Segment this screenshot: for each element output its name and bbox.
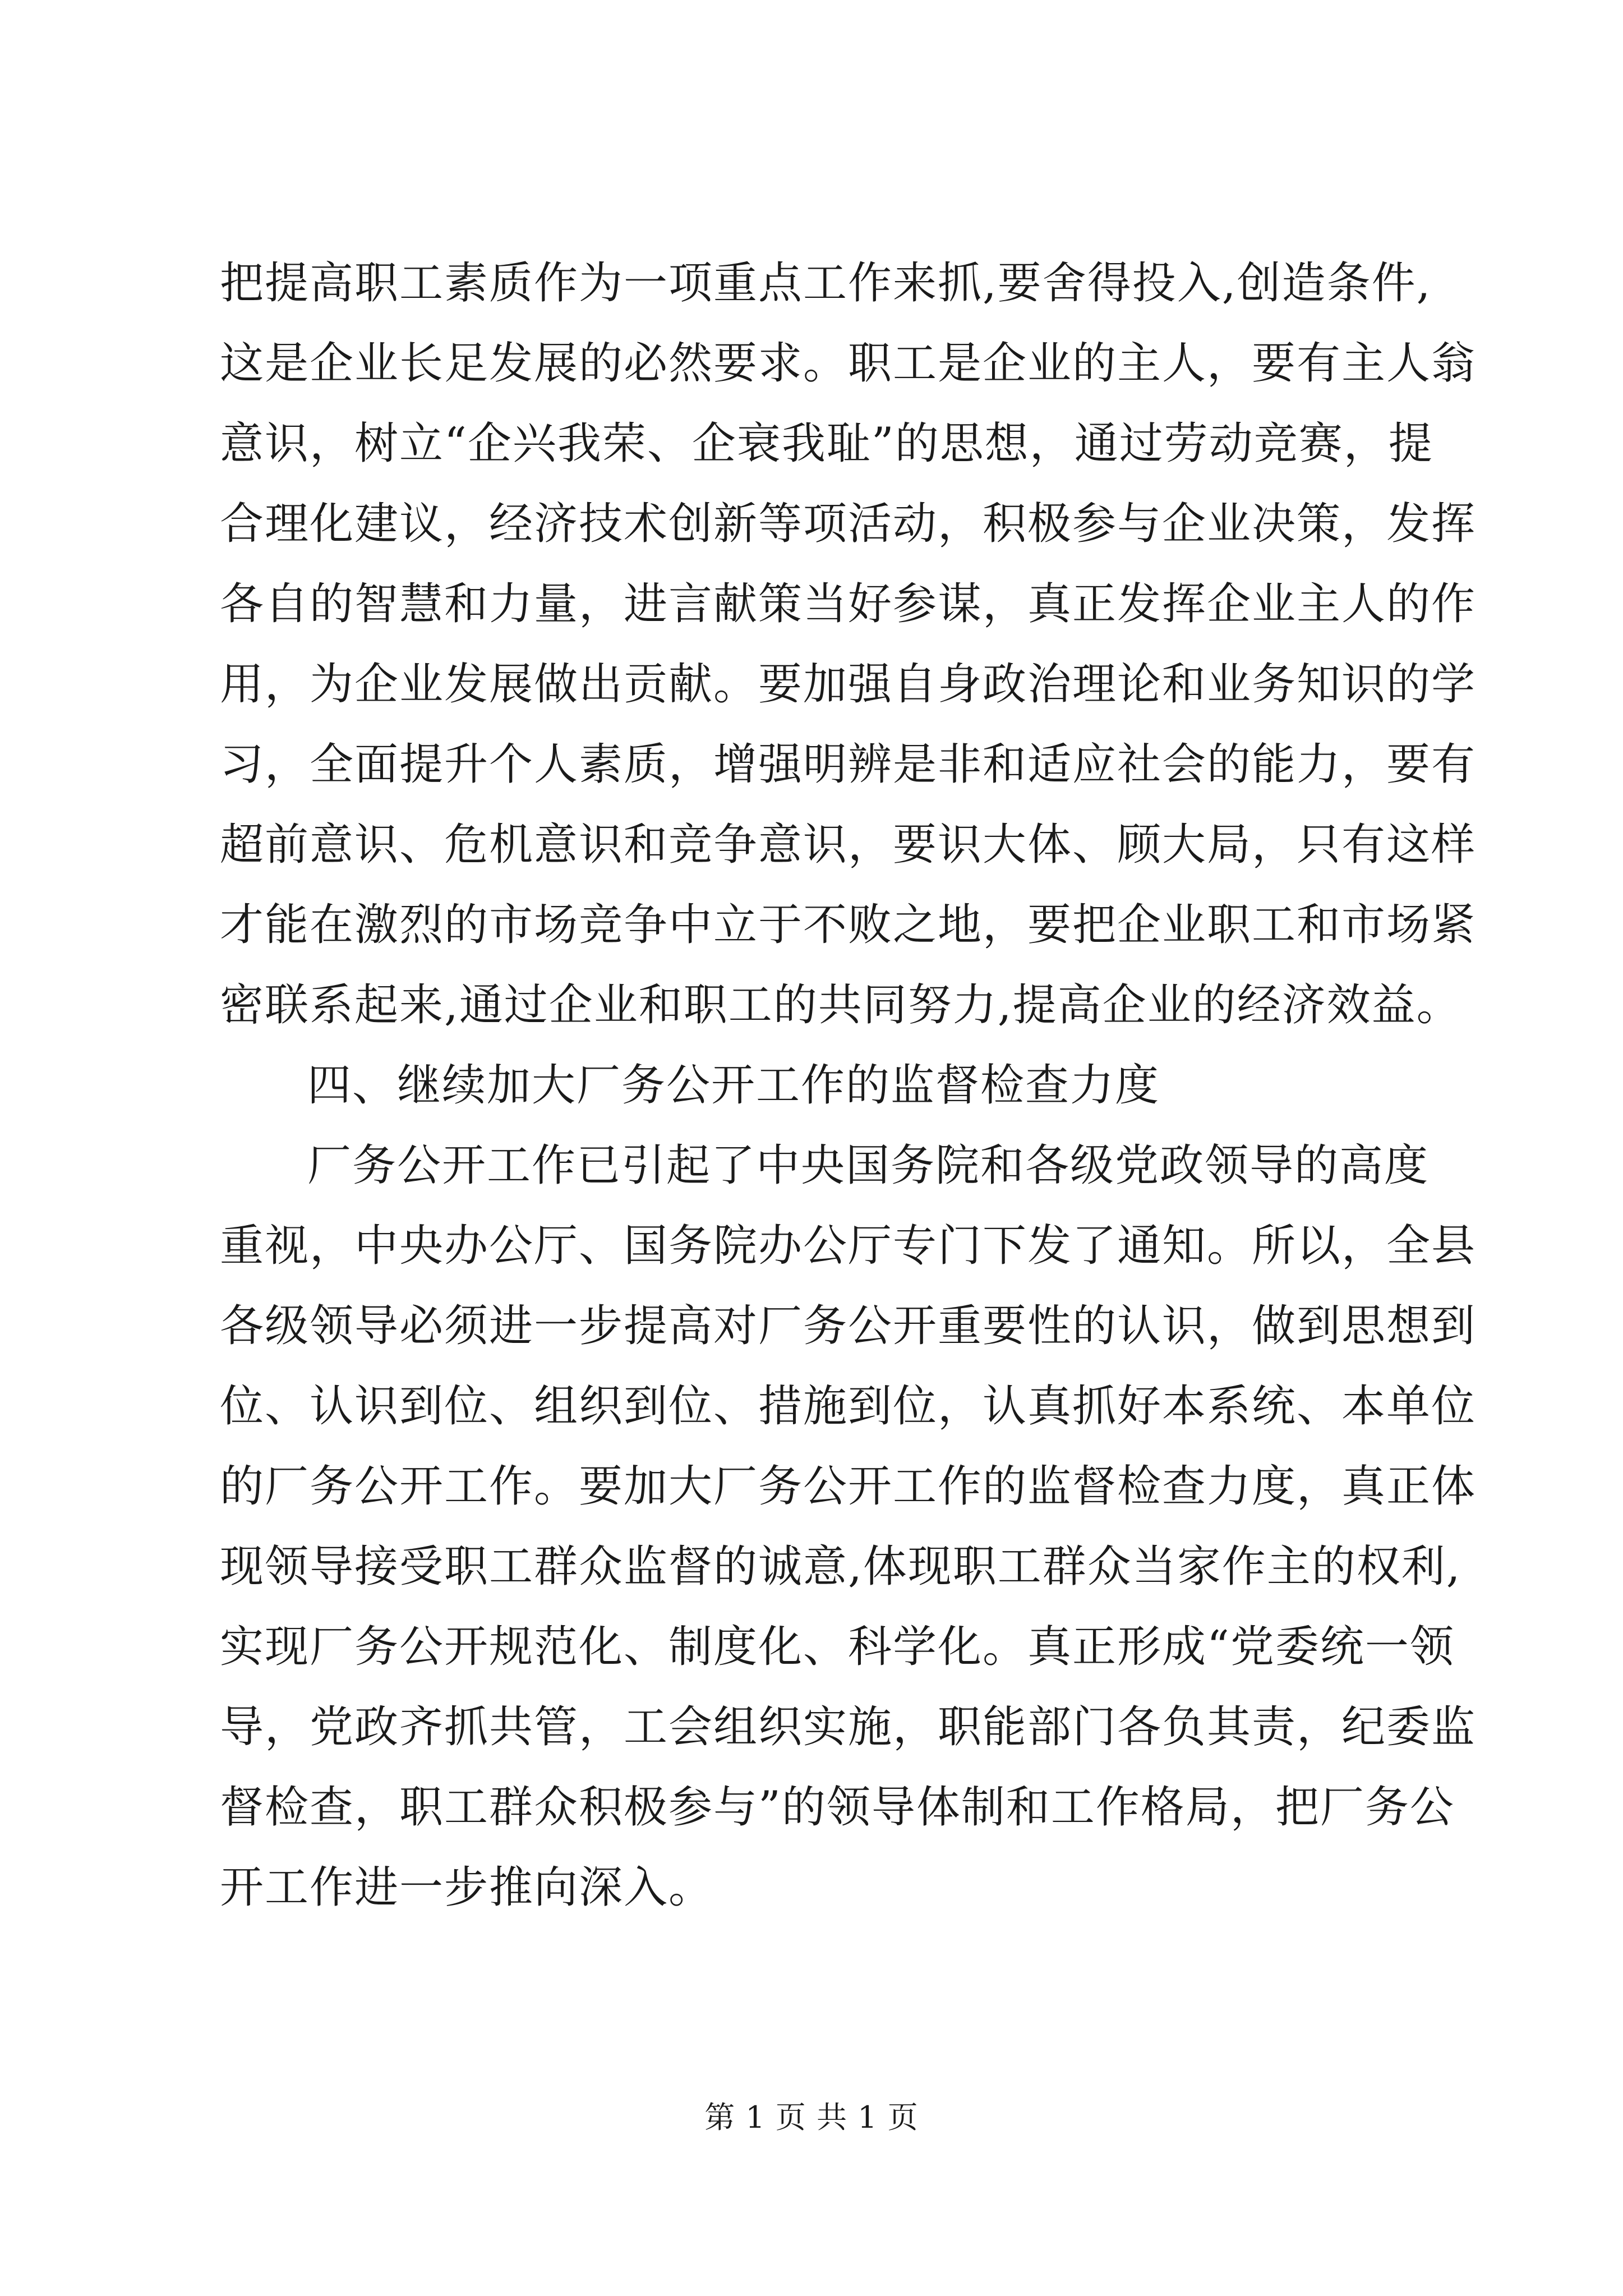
- paragraph-line: 各级领导必须进一步提高对厂务公开重要性的认识，做到思想到: [220, 1301, 1477, 1351]
- paragraph-line: 超前意识、危机意识和竞争意识，要识大体、顾大局，只有这样: [220, 820, 1477, 870]
- page-footer: 第 1 页 共 1 页: [704, 2100, 919, 2135]
- paragraph-line: 用，为企业发展做出贡献。要加强自身政治理论和业务知识的学: [220, 659, 1477, 710]
- paragraph-line: 才能在激烈的市场竞争中立于不败之地，要把企业职工和市场紧: [220, 900, 1477, 950]
- paragraph-line: 把提高职工素质作为一项重点工作来抓,要舍得投入,创造条件,: [220, 258, 1432, 309]
- paragraph-line: 合理化建议，经济技术创新等项活动，积极参与企业决策，发挥: [220, 499, 1477, 549]
- paragraph-line: 重视，中央办公厅、国务院办公厅专门下发了通知。所以，全县: [220, 1221, 1477, 1271]
- paragraph-line: 导，党政齐抓共管，工会组织实施，职能部门各负其责，纪委监: [220, 1702, 1477, 1752]
- paragraph-line: 督检查，职工群众积极参与”的领导体制和工作格局，把厂务公: [220, 1782, 1455, 1833]
- paragraph-line: 实现厂务公开规范化、制度化、科学化。真正形成“党委统一领: [220, 1622, 1455, 1672]
- paragraph-line: 开工作进一步推向深入。: [220, 1862, 714, 1913]
- paragraph-line: 意识，树立“企兴我荣、企衰我耻”的思想，通过劳动竞赛，提: [220, 418, 1433, 469]
- paragraph-line: 各自的智慧和力量，进言献策当好参谋，真正发挥企业主人的作: [220, 579, 1477, 629]
- paragraph-line: 现领导接受职工群众监督的诚意,体现职工群众当家作主的权利,: [220, 1542, 1461, 1592]
- document-body: [220, 243, 1477, 1928]
- paragraph-line: 的厂务公开工作。要加大厂务公开工作的监督检查力度，真正体: [220, 1461, 1477, 1512]
- section-heading: 四、继续加大厂务公开工作的监督检查力度: [307, 1060, 1160, 1111]
- paragraph-line: 习，全面提升个人素质，增强明辨是非和适应社会的能力，要有: [220, 739, 1477, 790]
- paragraph-line: 密联系起来,通过企业和职工的共同努力,提高企业的经济效益。: [220, 980, 1461, 1030]
- paragraph-line: 厂务公开工作已引起了中央国务院和各级党政领导的高度: [307, 1140, 1430, 1191]
- paragraph-line: 这是企业长足发展的必然要求。职工是企业的主人，要有主人翁: [220, 338, 1477, 389]
- paragraph-line: 位、认识到位、组织到位、措施到位，认真抓好本系统、本单位: [220, 1381, 1477, 1432]
